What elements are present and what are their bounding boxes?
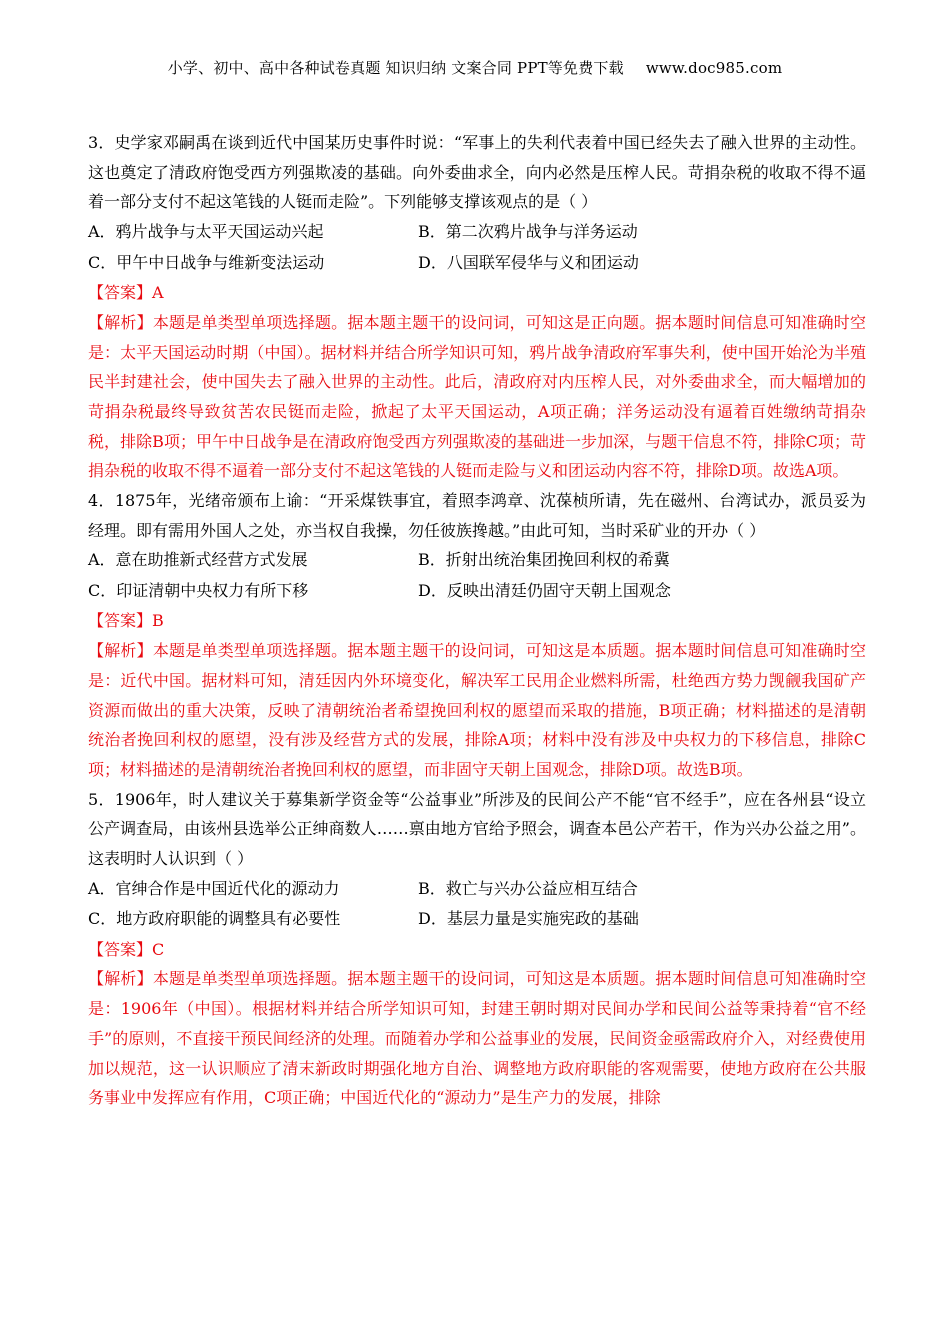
options-row [88, 545, 866, 576]
document-body [88, 128, 866, 1113]
option-c: C．印证清朝中央权力有所下移 [88, 580, 309, 600]
question-stem: 5．1906年，时人建议关于募集新学资金等“公益事业”所涉及的民间公产不能“官不经手”，应在各州县“设立公产调查局，由该州县选举公正绅商数人……禀由地方官给予照会，调查本邑公产若干，作为兴办公益之用”。这表明时人认识到（ ） [88, 789, 866, 869]
page-header [0, 57, 950, 78]
question-stem: 4．1875年，光绪帝颁布上谕：“开采煤铁事宜，着照李鸿章、沈葆桢所请，先在磁州、台湾试办，派员妥为经理。即有需用外国人之处，亦当权自我操，勿任彼族搀越。”由此可知，当时采矿业的开办（ ） [88, 491, 866, 540]
question-4 [88, 486, 866, 785]
options-row [88, 874, 866, 905]
answer: 【答案】B [88, 611, 164, 631]
option-d: D．八国联军侵华与义和团运动 [418, 252, 639, 272]
option-b: B．救亡与兴办公益应相互结合 [418, 878, 638, 898]
analysis: 【解析】本题是单类型单项选择题。据本题主题干的设问词，可知这是正向题。据本题时间信息可知准确时空是：太平天国运动时期（中国）。据材料并结合所学知识可知，鸦片战争清政府军事失利，使中国开始沦为半殖民半封建社会，使中国失去了融入世界的主动性。此后，清政府对内压榨人民，对外委曲求全，而大幅增加的苛捐杂税最终导致贫苦农民铤而走险，掀起了太平天国运动，A项正确；洋务运动没有逼着百姓缴纳苛捐杂税，排除B项；甲午中日战争是在清政府饱受西方列强欺凌的基础进一步加深，与题干信息不符，排除C项；苛捐杂税的收取不得不逼着一部分支付不起这笔钱的人铤而走险与义和团运动内容不符，排除D项。故选A项。 [88, 312, 866, 481]
option-b: B．第二次鸦片战争与洋务运动 [418, 222, 638, 242]
options-row [88, 248, 866, 279]
options-row [88, 217, 866, 248]
option-a: A．鸦片战争与太平天国运动兴起 [88, 222, 324, 242]
option-d: D．反映出清廷仍固守天朝上国观念 [418, 580, 671, 600]
header-text: 小学、初中、高中各种试卷真题 知识归纳 文案合同 PPT等免费下载 [167, 59, 624, 77]
option-c: C．地方政府职能的调整具有必要性 [88, 909, 341, 929]
option-a: A．官绅合作是中国近代化的源动力 [88, 878, 340, 898]
option-a: A．意在助推新式经营方式发展 [88, 550, 308, 570]
option-d: D．基层力量是实施宪政的基础 [418, 909, 639, 929]
answer: 【答案】A [88, 283, 164, 303]
question-5 [88, 785, 866, 1113]
options-row [88, 576, 866, 607]
option-b: B．折射出统治集团挽回利权的希冀 [418, 550, 670, 570]
header-url[interactable]: www.doc985.com [645, 59, 783, 77]
options-row [88, 904, 866, 935]
option-c: C．甲午中日战争与维新变法运动 [88, 252, 325, 272]
answer: 【答案】C [88, 939, 165, 959]
analysis: 【解析】本题是单类型单项选择题。据本题主题干的设问词，可知这是本质题。据本题时间信息可知准确时空是：1906年（中国）。根据材料并结合所学知识可知，封建王朝时期对民间办学和民间公益等秉持着“官不经手”的原则，不直接干预民间经济的处理。而随着办学和公益事业的发展，民间资金亟需政府介入，对经费使用加以规范，这一认识顺应了清末新政时期强化地方自治、调整地方政府职能的客观需要，使地方政府在公共服务事业中发挥应有作用，C项正确；中国近代化的“源动力”是生产力的发展，排除 [88, 969, 866, 1108]
analysis: 【解析】本题是单类型单项选择题。据本题主题干的设问词，可知这是本质题。据本题时间信息可知准确时空是：近代中国。据材料可知，清廷因内外环境变化，解决军工民用企业燃料所需，杜绝西方势力觊觎我国矿产资源而做出的重大决策，反映了清朝统治者希望挽回利权的愿望而采取的措施，B项正确；材料描述的是清朝统治者挽回利权的愿望，没有涉及经营方式的发展，排除A项；材料中没有涉及中央权力的下移信息，排除C项；材料描述的是清朝统治者挽回利权的愿望，而非固守天朝上国观念，排除D项。故选B项。 [88, 641, 866, 779]
question-stem: 3．史学家邓嗣禹在谈到近代中国某历史事件时说：“军事上的失利代表着中国已经失去了融入世界的主动性。这也奠定了清政府饱受西方列强欺凌的基础。向外委曲求全，向内必然是压榨人民。苛捐杂税的收取不得不逼着一部分支付不起这笔钱的人铤而走险”。下列能够支撑该观点的是（ ） [88, 133, 866, 212]
question-3 [88, 128, 866, 486]
